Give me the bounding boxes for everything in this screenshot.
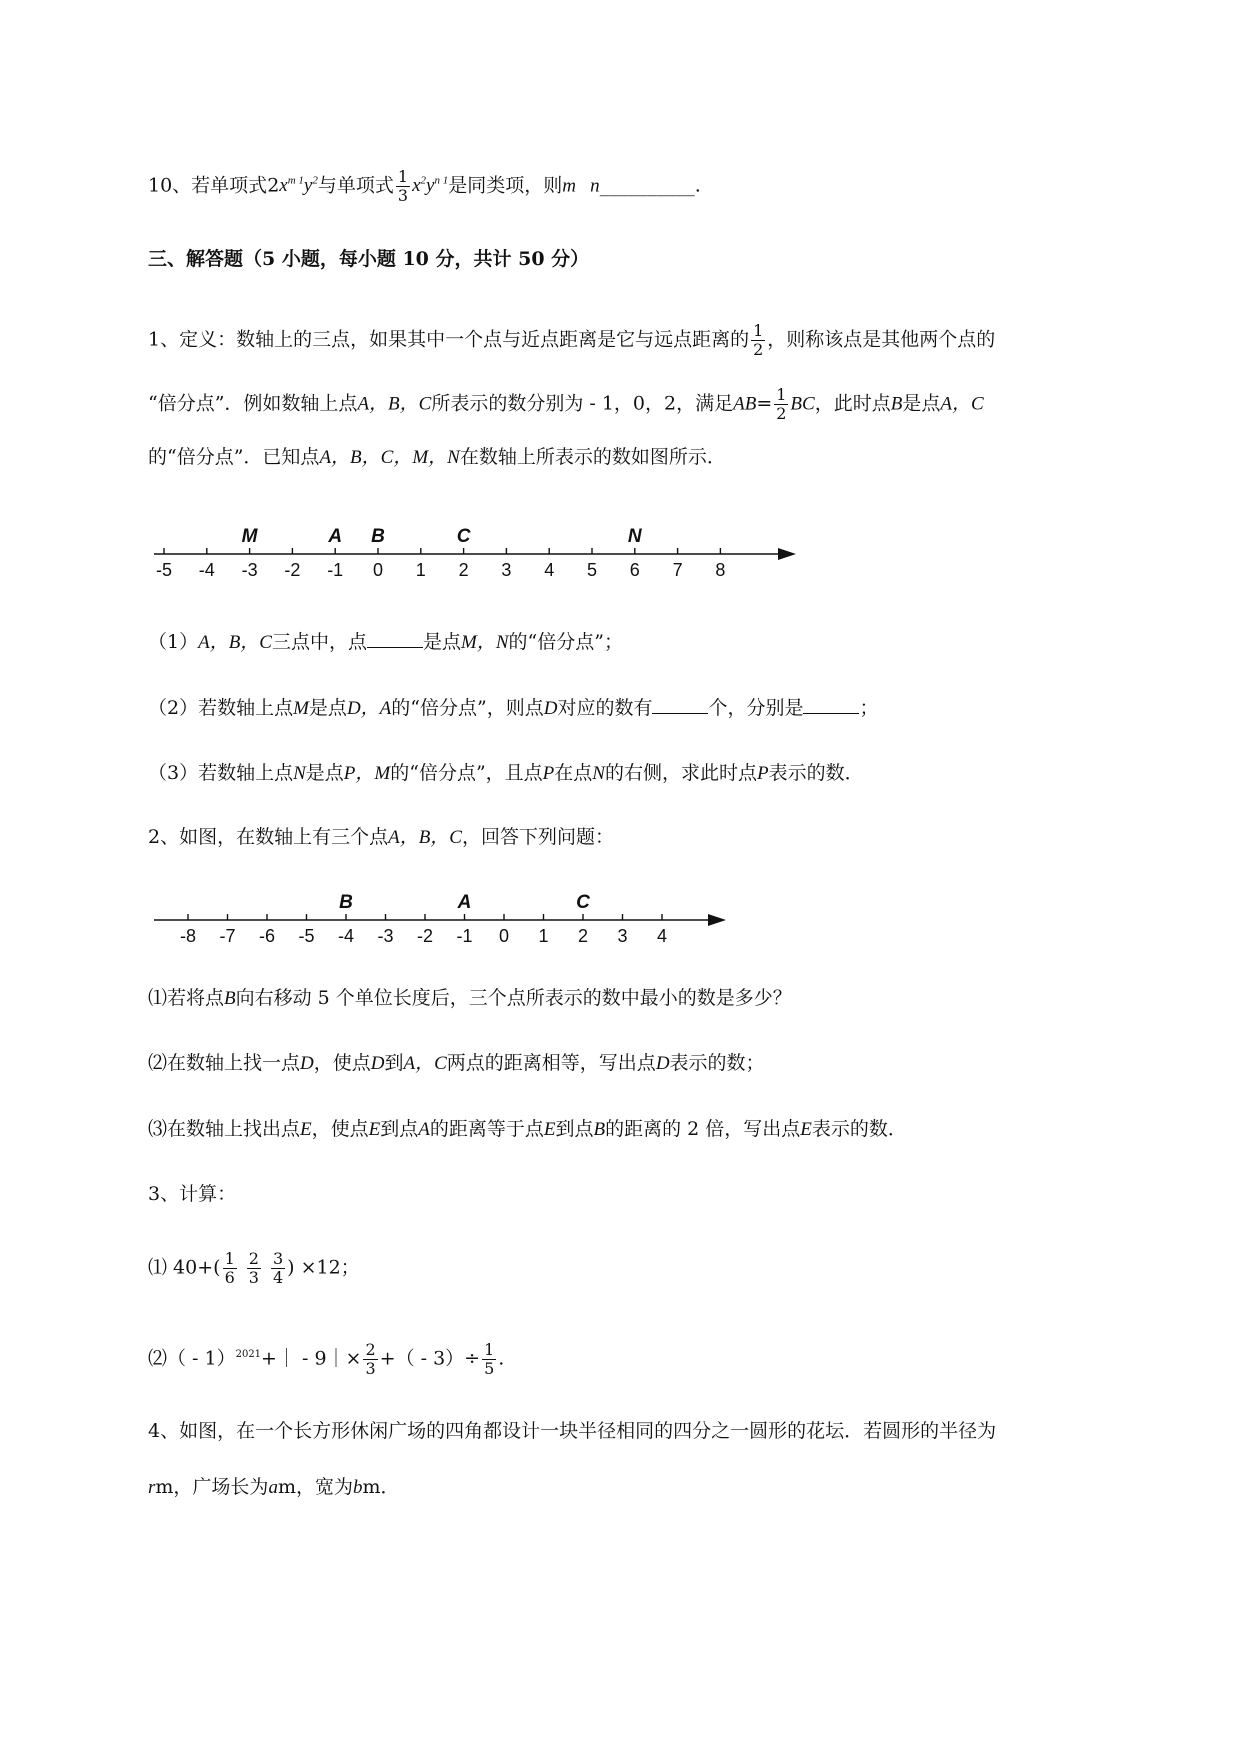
nl1-tick-label: -2: [284, 560, 301, 580]
p1-s2-m: M: [293, 698, 309, 719]
nl1-tick-label: 1: [415, 560, 426, 580]
nl1-tick-label: -5: [155, 560, 173, 580]
p3-e1-f1n: 1: [224, 1249, 235, 1268]
p1-s3-p2: P: [757, 763, 769, 784]
nl1-point-A: A: [328, 526, 343, 547]
p3-e2-f1n: 2: [365, 1339, 376, 1359]
nl2-tick-label: 4: [656, 926, 668, 946]
p4-l2c: m．: [362, 1476, 400, 1498]
p1-frac2-den: 2: [776, 404, 787, 423]
p2-abc: A，B，C: [388, 827, 462, 848]
p2-q2a: ⑵在数轴上找一点: [148, 1052, 301, 1074]
nl2-tick-label: -7: [219, 926, 236, 946]
p2-q3-e3: E: [543, 1119, 556, 1140]
p1-s3-n2: N: [592, 763, 605, 784]
p1-s2e: 个，分别是: [708, 697, 804, 719]
p2-q1a: ⑴若将点: [148, 987, 225, 1009]
p1-sub2: [148, 693, 878, 724]
nl1-tick-label: 7: [672, 560, 683, 580]
section-3-title: 三、解答题（5 小题，每小题 10 分，共计 50 分）: [148, 248, 590, 270]
nl1-tick-label: 5: [586, 560, 598, 580]
p1-eq: =: [756, 392, 773, 415]
p3-e1-f3n: 3: [272, 1249, 284, 1268]
p1-l1a: 1、定义：数轴上的三点，如果其中一个点与近点距离是它与远点距离的: [148, 328, 750, 351]
p2-intro-a: 2、如图，在数轴上有三个点: [148, 826, 389, 848]
p3-e2-frac1: [363, 1341, 377, 1378]
p1-bc: BC: [790, 393, 815, 415]
nl2-point-A: A: [457, 892, 472, 913]
p4-l2b: m，宽为: [277, 1476, 353, 1498]
p2-intro-b: ，回答下列问题：: [461, 826, 614, 848]
nl2-tick-label: -6: [258, 926, 276, 946]
p2-q1b: 向右移动 5 个单位长度后，三个点所表示的数中最小的数是多少？: [235, 987, 792, 1009]
p1-s1d: 的“倍分点”；: [508, 631, 623, 653]
p1-s3-p: P: [542, 763, 555, 784]
p3-e1-f2n: 2: [248, 1249, 259, 1268]
nl1-point-M: M: [241, 526, 258, 547]
nl2-tick-label: 2: [577, 926, 589, 946]
p1-s3f: 表示的数．: [768, 762, 864, 784]
nl1-tick-label: 6: [629, 560, 640, 580]
nl1-point-N: N: [627, 526, 642, 547]
p3-e1-f1d: 6: [224, 1268, 235, 1287]
nl2-tick-label: -4: [337, 926, 355, 946]
nl2-point-C: C: [576, 892, 590, 913]
p3-e1-frac3: [271, 1250, 285, 1287]
p1-s3c: 的“倍分点”，且点: [390, 762, 543, 784]
p1-b: B: [890, 393, 903, 415]
p3-e1a: ⑴ 40+(: [148, 1256, 221, 1279]
p3-e2c: +（ - 3）÷: [379, 1347, 481, 1370]
q10-frac-num: 1: [397, 166, 409, 186]
p1-s1c: 是点: [423, 631, 462, 653]
p1-s1a: （1）: [148, 631, 199, 653]
p1-s3e: 的右侧，求此时点: [604, 762, 757, 784]
p1-l1b: ，则称该点是其他两个点的: [767, 328, 996, 351]
p1-s1b: 三点中，点: [271, 631, 367, 653]
nl1-point-C: C: [456, 526, 471, 547]
nl1-arrow: [778, 548, 796, 560]
q10-mn: m n: [562, 175, 600, 197]
p1-frac-num: 1: [753, 321, 764, 340]
p3-e2-f2n: 1: [484, 1339, 495, 1359]
p1-sub3: [148, 758, 864, 789]
nl2-tick-label: -8: [179, 926, 197, 946]
p1-s3b: 是点: [305, 762, 344, 784]
q10-mono1: $x^{m 1}y^2$: [279, 175, 318, 197]
p1-s1-blank: [367, 629, 423, 648]
p2-q3a: ⑶在数轴上找出点: [148, 1118, 301, 1140]
p3-e1-f3d: 4: [272, 1268, 284, 1287]
p1-s3-n: N: [293, 763, 306, 784]
p1-abc: A，B，C: [357, 393, 432, 415]
p1-s2c: 的“倍分点”，则点: [391, 697, 544, 719]
nl1-tick-label: 3: [501, 560, 512, 580]
p2-q3d: 的距离等于点: [429, 1118, 544, 1140]
p1-s2-blank2: [803, 695, 859, 714]
p4-l1: 4、如图，在一个长方形休闲广场的四角都设计一块半径相同的四分之一圆形的花坛．若圆形的半径为: [148, 1420, 997, 1442]
p1-l3: 的“倍分点”．已知点: [148, 446, 320, 468]
p1-line3: [148, 442, 726, 473]
nl2-tick-label: -5: [298, 926, 315, 946]
p1-s2f: ；: [859, 697, 879, 719]
p2-intro: [148, 822, 614, 853]
p1-frac-den: 2: [753, 340, 764, 359]
p2-q3c: 到点: [380, 1118, 419, 1140]
q10-tail: 是同类项，则: [448, 174, 563, 197]
p3-e2-f1d: 3: [365, 1358, 376, 1378]
nl1-tick-label: 2: [458, 560, 469, 580]
nl1-point-B: B: [371, 526, 385, 547]
p2-q3f: 的距离的 2 倍，写出点: [605, 1118, 801, 1140]
p1-line2: [148, 386, 984, 423]
p4-b: b: [352, 1477, 363, 1498]
p3-e2b: +｜ - 9｜×: [261, 1347, 362, 1370]
p2-q2-d3: D: [655, 1053, 670, 1074]
p3-e2d: .: [498, 1347, 505, 1370]
number-line-2: [150, 882, 740, 962]
p4-r: r: [148, 1477, 156, 1498]
nl1-tick-label: 0: [372, 560, 384, 580]
number-line-1: [150, 510, 810, 590]
p1-s2-da: D，A: [346, 698, 392, 719]
p2-q2: [148, 1048, 765, 1079]
p2-q3-b: B: [593, 1119, 606, 1140]
p3-e2a: ⑵（ - 1）: [148, 1347, 236, 1370]
p1-half-fraction-2: [774, 386, 788, 423]
p1-l2d: 是点: [902, 392, 941, 415]
p1-s2a: （2）若数轴上点: [148, 697, 294, 719]
q10-answer-blank: __________.: [599, 174, 701, 197]
p1-s2b: 是点: [308, 697, 347, 719]
p4-a: a: [268, 1477, 278, 1498]
nl2-tick-label: -2: [416, 926, 434, 946]
nl1-tick-label: -3: [241, 560, 258, 580]
q10-coef: 2: [267, 174, 280, 197]
q10-mono2: $x^2y^{n 1}$: [412, 175, 449, 197]
p1-s2d: 对应的数有: [557, 697, 653, 719]
q10-fraction: [396, 168, 410, 205]
p2-q3g: 表示的数．: [811, 1118, 907, 1140]
nl2-point-B: B: [339, 892, 353, 913]
p1-s1-abc: A，B，C: [198, 632, 272, 653]
p1-s2-blank1: [652, 695, 708, 714]
p1-s3a: （3）若数轴上点: [148, 762, 294, 784]
p2-q3e: 到点: [555, 1118, 594, 1140]
q10-mid-text: 与单项式: [317, 174, 394, 197]
p3-e1-frac1: [223, 1250, 237, 1287]
p2-q3: [148, 1114, 907, 1145]
p3-e2-exp: 2021: [235, 1349, 262, 1360]
p2-q2e: 表示的数；: [669, 1052, 765, 1074]
p2-q1: [148, 983, 792, 1014]
p2-q3-a: A: [418, 1119, 430, 1140]
nl2-tick-label: 3: [617, 926, 628, 946]
p1-l2a: “倍分点”．例如数轴上点: [148, 392, 358, 415]
nl2-arrow: [708, 914, 726, 926]
p1-s3-pm: P，M: [343, 763, 391, 784]
nl1-tick-label: 8: [715, 560, 726, 580]
p3-expr2: [148, 1340, 504, 1378]
p2-q1-b: B: [224, 988, 236, 1009]
p2-q3-e: E: [300, 1119, 312, 1140]
p2-q2-d: D: [300, 1053, 314, 1074]
p2-q3-e4: E: [800, 1119, 812, 1140]
p2-q2-ac: A，C: [403, 1053, 447, 1074]
p2-q2c: 到: [384, 1052, 404, 1074]
p3-expr1: [148, 1250, 360, 1287]
p4-l2a: m，广场长为: [155, 1476, 269, 1498]
nl2-tick-label: -3: [377, 926, 394, 946]
p2-q3-e2: E: [368, 1119, 381, 1140]
p3-e1-f2d: 3: [248, 1268, 259, 1287]
p2-q2d: 两点的距离相等，写出点: [446, 1052, 656, 1074]
p3-title: 3、计算：: [148, 1183, 237, 1205]
p2-q3b: ，使点: [311, 1118, 369, 1140]
p1-frac2-num: 1: [776, 385, 787, 404]
p1-s3d: 在点: [554, 762, 593, 784]
p1-l2c: ，此时点: [814, 392, 891, 415]
nl1-tick-label: 4: [544, 560, 555, 580]
nl2-tick-label: -1: [456, 926, 473, 946]
p1-ac: A，C: [940, 393, 984, 415]
nl2-tick-label: 1: [538, 926, 549, 946]
p1-sub1: [148, 627, 623, 658]
p1-l2b: 所表示的数分别为 - 1，0，2，满足: [431, 392, 734, 415]
p1-line1: [148, 322, 995, 359]
question-10: [148, 166, 701, 205]
p3-e2-f2d: 5: [484, 1358, 495, 1378]
p1-half-fraction: [751, 322, 765, 359]
p1-s1-mn: M，N: [461, 632, 509, 653]
p2-q2-d2: D: [370, 1053, 385, 1074]
p3-e2-frac2: [482, 1341, 496, 1378]
p2-q2b: ，使点: [313, 1052, 371, 1074]
p3-e1b: ) ×12；: [287, 1256, 360, 1279]
nl1-tick-label: -1: [327, 560, 344, 580]
p1-ab: AB: [733, 393, 757, 415]
q10-frac-den: 3: [397, 185, 409, 205]
p1-s2-d: D: [543, 698, 558, 719]
p4-line1: [148, 1416, 996, 1446]
nl2-tick-label: 0: [498, 926, 510, 946]
nl1-tick-label: -4: [198, 560, 215, 580]
q10-label: 10、若单项式: [148, 174, 268, 197]
p1-points: A，B，C，M，N: [319, 447, 460, 468]
p3-e1-frac2: [247, 1250, 261, 1287]
p1-l3b: 在数轴上所表示的数如图所示．: [459, 446, 726, 468]
p4-line2: [148, 1472, 400, 1503]
